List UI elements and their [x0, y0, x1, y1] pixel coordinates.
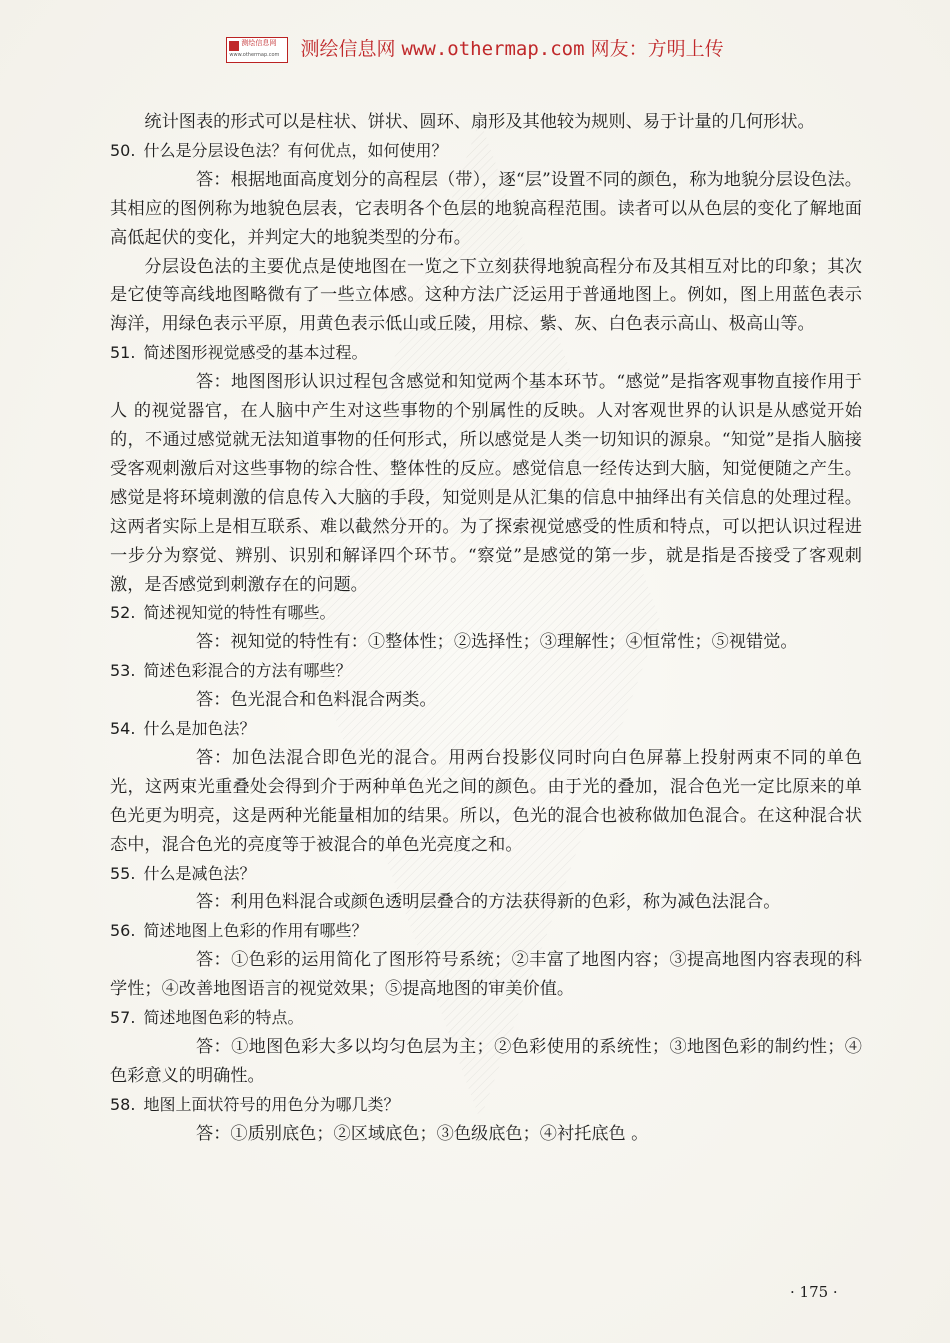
question-number: 50.	[110, 140, 136, 160]
question-number: 58.	[110, 1094, 136, 1114]
site-logo: 测绘信息网 www.othermap.com	[226, 37, 288, 63]
question-52	[110, 599, 862, 628]
question-number: 54.	[110, 719, 136, 739]
answer-text: 答：利用色料混合或颜色透明层叠合的方法获得新的色彩，称为减色法混合。	[196, 892, 781, 913]
page-number: · 175 ·	[790, 1283, 838, 1301]
answer-text: 答：①色彩的运用简化了图形符号系统；②丰富了地图内容；③提高地图内容表现的科学性；④改善地图语言的视觉效果；⑤提高地图的审美价值。	[110, 950, 862, 1000]
question-number: 51.	[110, 343, 136, 363]
page-content	[110, 108, 862, 1149]
question-number: 57.	[110, 1008, 136, 1028]
answer-text: 答：加色法混合即色光的混合。用两台投影仪同时向白色屏幕上投射两束不同的单色光，这两束光重叠处会得到介于两种单色光之间的颜色。由于光的叠加，混合色光一定比原来的单色光更为明亮，这是两种光能量相加的结果。所以，色光的混合也被称做加色混合。在这种混合状态中，混合色光的亮度等于被混合的单色光亮度之和。	[110, 747, 862, 855]
question-text: 什么是减色法？	[143, 863, 256, 883]
question-number: 56.	[110, 921, 136, 941]
question-number: 52.	[110, 603, 136, 623]
question-number: 53.	[110, 661, 136, 681]
answer-text: 答：①地图色彩大多以均匀色层为主；②色彩使用的系统性；③地图色彩的制约性；④色彩意义的明确性。	[110, 1037, 862, 1086]
answer-text: 答：地图图形认识过程包含感觉和知觉两个基本环节。“感觉”是指客观事物直接作用于人 的视觉器官，在人脑中产生对这些事物的个别属性的反映。人对客观世界的认识是从感觉开始的，不通过感觉就无法知道事物的任何形式，所以感觉是人类一切知识的源泉。“知觉”是指人脑接受客观刺激后对这些事物的综合性、整体性的反应。感觉信息一经传达到大脑，知觉便随之产生。感觉是将环境刺激的信息传入大脑的手段，知觉则是从汇集的信息中抽绎出有关信息的处理过程。这两者实际上是相互联系、难以截然分开的。为了探索视觉感受的性质和特点，可以把认识过程进一步分为察觉、辨别、识别和解译四个环节。“察觉”是感觉的第一步，就是指是否接受了客观刺激，是否感觉到刺激存在的问题。	[110, 372, 862, 595]
header-site-name: 测绘信息网	[300, 38, 396, 60]
answer-text: 答：根据地面高度划分的高程层（带），逐“层”设置不同的颜色，称为地貌分层设色法。其相应的图例称为地貌色层表，它表明各个色层的地貌高程范围。读者可以从色层的变化了解地面高低起伏的变化，并判定大的地貌类型的分布。	[110, 169, 862, 248]
header-url[interactable]: www.othermap.com	[401, 38, 585, 60]
question-text: 地图上面状符号的用色分为哪几类？	[143, 1094, 400, 1114]
question-53	[110, 657, 862, 686]
intro-paragraph: 统计图表的形式可以是柱状、饼状、圆环、扇形及其他较为规则、易于计量的几何形状。	[144, 112, 815, 132]
question-text: 简述视知觉的特性有哪些。	[143, 603, 336, 623]
question-50	[110, 137, 862, 166]
answer-text: 答：色光混合和色料混合两类。	[196, 690, 437, 711]
question-text: 简述地图色彩的特点。	[143, 1008, 304, 1028]
question-55	[110, 860, 862, 889]
question-text: 什么是加色法？	[143, 719, 256, 739]
question-number: 55.	[110, 863, 136, 883]
question-text: 简述色彩混合的方法有哪些？	[143, 661, 352, 681]
question-56	[110, 917, 862, 946]
qa-list	[110, 137, 862, 1149]
logo-mark-icon	[229, 41, 239, 51]
answer-continuation: 分层设色法的主要优点是使地图在一览之下立刻获得地貌高程分布及其相互对比的印象；其次是它使等高线地图略微有了一些立体感。这种方法广泛运用于普通地图上。例如，图上用蓝色表示海洋，用绿色表示平原，用黄色表示低山或丘陵，用棕、紫、灰、白色表示高山、极高山等。	[110, 256, 862, 335]
question-text: 简述图形视觉感受的基本过程。	[143, 343, 368, 363]
header-uploader: 网友：方明上传	[590, 38, 724, 60]
page-header	[0, 34, 950, 63]
question-text: 什么是分层设色法？有何优点，如何使用？	[143, 140, 448, 160]
question-54	[110, 715, 862, 744]
question-57	[110, 1004, 862, 1033]
answer-text: 答：视知觉的特性有：①整体性；②选择性；③理解性；④恒常性；⑤视错觉。	[196, 632, 798, 653]
question-text: 简述地图上色彩的作用有哪些？	[143, 921, 368, 941]
question-58	[110, 1091, 862, 1120]
question-51	[110, 339, 862, 368]
answer-text: 答：①质别底色；②区域底色；③色级底色；④衬托底色 。	[196, 1123, 649, 1144]
